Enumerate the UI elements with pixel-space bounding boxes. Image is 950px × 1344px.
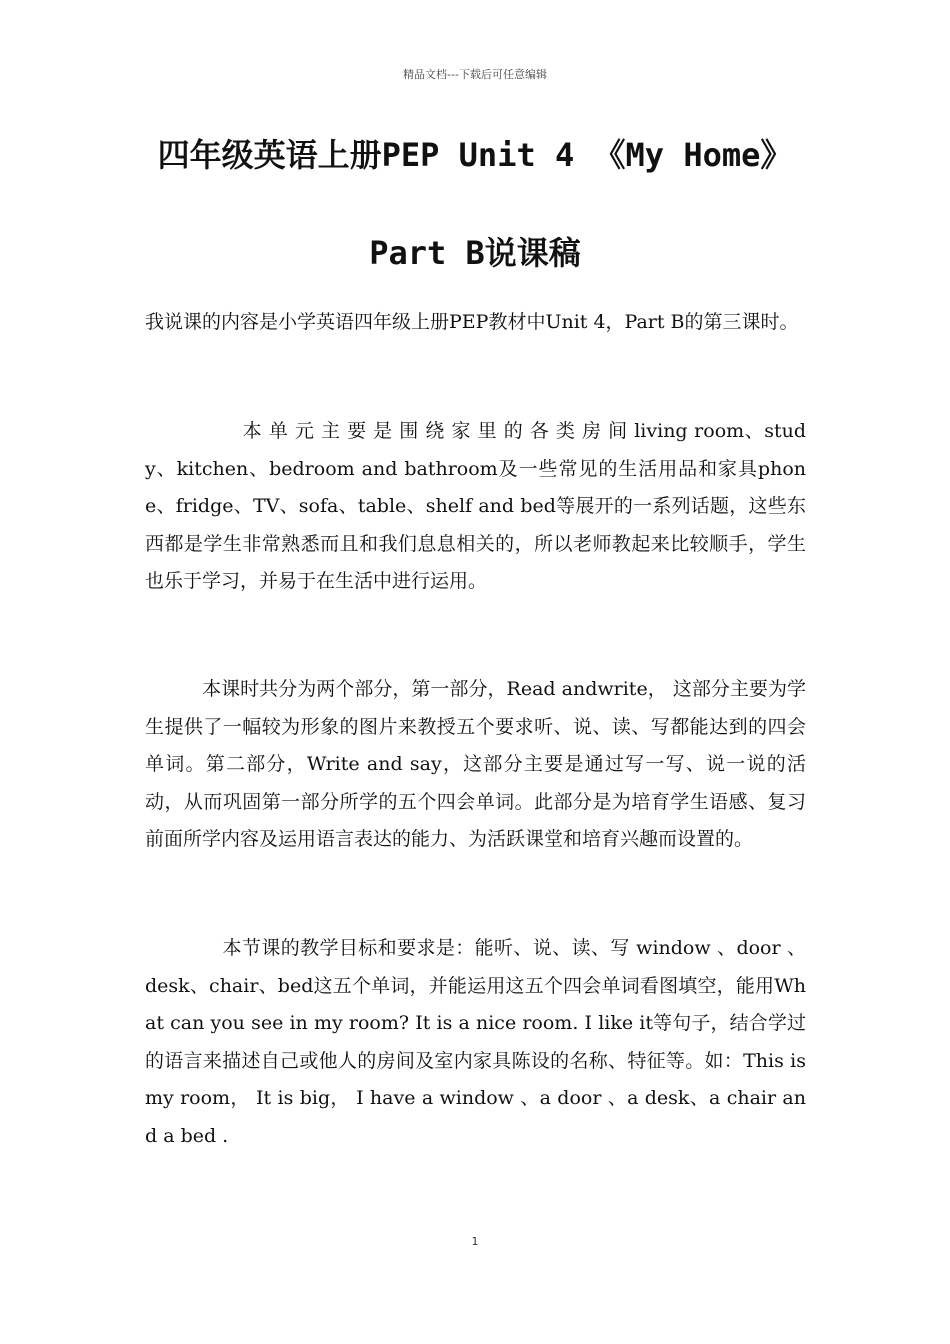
document-title-line-1: 四年级英语上册PEP Unit 4 《My Home》 — [157, 136, 793, 174]
paragraph-unit-overview: 本 单 元 主 要 是 围 绕 家 里 的 各 类 房 间 living room、study、kitchen、bedroom and bathroom及一些常见的生活用品和家具phone、fridge、TV、sofa、table、shelf and bed等展开的一系列话题，这些东西都是学生非常熟悉而且和我们息息相关的，所以老师教起来比较顺手，学生也乐于学习，并易于在生活中进行运用。 — [145, 420, 806, 592]
paragraph-lesson-parts: 本课时共分为两个部分，第一部分，Read andwrite， 这部分主要为学生提供了一幅较为形象的图片来教授五个要求听、说、读、写都能达到的四会单词。第二部分，Write and say，这部分主要是通过写一写、说一说的活动，从而巩固第一部分所学的五个四会单词。此部分是为培育学生语感、复习前面所学内容及运用语言表达的能力、为活跃课堂和培育兴趣而设置的。 — [145, 678, 806, 850]
paragraph-intro: 我说课的内容是小学英语四年级上册PEP教材中Unit 4，Part B的第三课时。 — [145, 311, 799, 333]
document-title-line-2: Part B说课稿 — [369, 234, 581, 272]
paragraph-teaching-goals: 本节课的教学目标和要求是：能听、说、读、写 window 、door 、desk、chair、bed这五个单词，并能运用这五个四会单词看图填空，能用What can you see in my room? It is a nice room. I like it等句子，结合学过的语言来描述自己或他人的房间及室内家具陈设的名称、特征等。如：This is my room， It is big， I have a window 、a door 、a desk、a chair and a bed . — [145, 937, 806, 1147]
page-number: 1 — [471, 1235, 479, 1248]
page-header-note: 精品文档---下载后可任意编辑 — [403, 68, 547, 81]
